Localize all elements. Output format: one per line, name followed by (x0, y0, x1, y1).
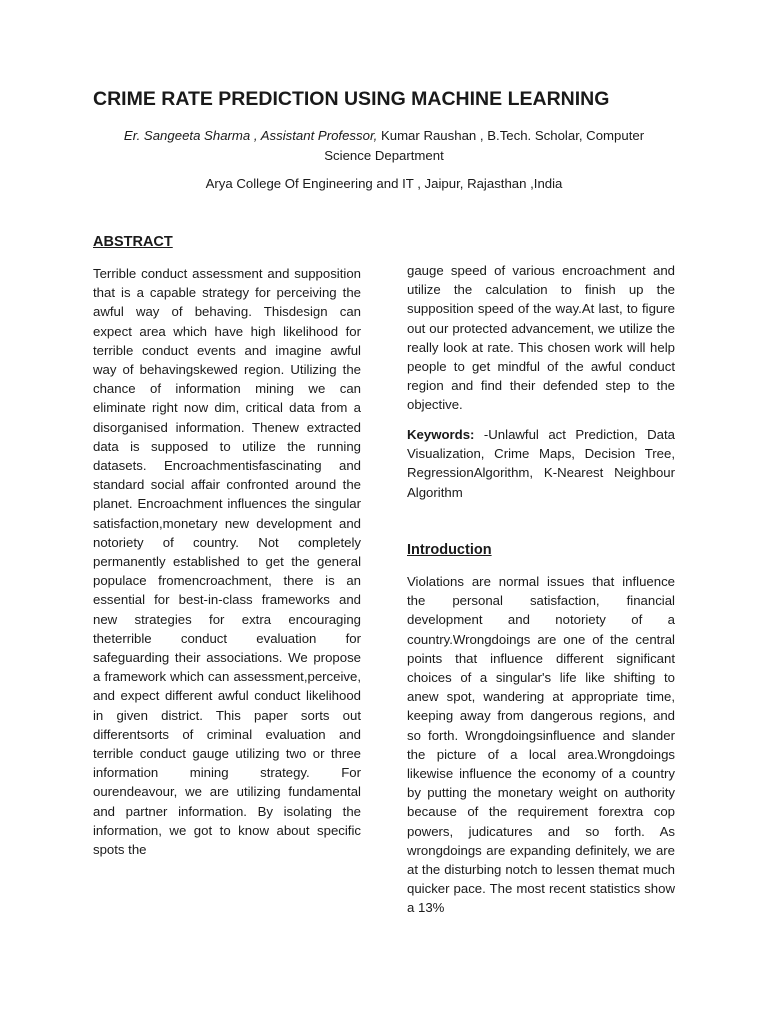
affiliation: Arya College Of Engineering and IT , Jaipur, Rajasthan ,India (205, 176, 563, 191)
keywords (407, 425, 675, 502)
introduction-text: Violations are normal issues that influence the personal satisfaction, financial development and notoriety of a country.Wrongdoings are one of the central points that influence different significant choices of a singular's life like shifting to anew spot, wandering at appropriate time, keeping away from dangerous regions, and so forth. Wrongdoingsinfluence and slander the picture of a local area.Wrongdoings likewise influence the economy of a country by putting the monetary weight on authority because of the requirement forextra cop powers, judicatures and so forth. As wrongdoings are expanding definitely, we are at the disturbing notch to lessen themat much quicker pace. The most recent statistics show a 13% (407, 574, 675, 916)
abstract-text: Terrible conduct assessment and supposition that is a capable strategy for perceiving the awful way of behaving. Thisdesign can expect area which have high likelihood for terrible conduct events and imagine awful way of behavingskewed region. Utilizing the chance of information mining we can eliminate right now dim, critical data from a disorganised information. Thenew extracted data is supposed to utilize the running datasets. Encroachmentisfascinating and standard social affair confronted around the planet. Encroachment influences the singular satisfaction,monetary new development and notoriety of country. Not completely permanently established to get the general populace fromencroachment, there is an essential for best-in-class frameworks and new strategies for extra encouraging theterrible conduct evaluation for safeguarding their associations. We propose a framework which can assessment,perceive, and expect different awful conduct likelihood in given district. This paper sorts out differentsorts of criminal evaluation and terrible conduct gauge utilizing two or three information mining strategy. For ourendeavour, we are utilizing fundamental and partner information. By isolating the information, we got to know about specific spots the (93, 266, 361, 858)
abstract-continuation: gauge speed of various encroachment and utilize the calculation to finish up the supposition speed of the way.At last, to figure out our protected advancement, we utilize the really look at rate. This chosen work will help people to get mindful of the awful conduct region and find their defended step to the objective. (407, 263, 675, 413)
paper-title: CRIME RATE PREDICTION USING MACHINE LEARNING (93, 88, 610, 110)
author-line (100, 126, 668, 165)
keywords-label: Keywords: (407, 427, 475, 442)
author-1: Er. Sangeeta Sharma , Assistant Professor, (123, 128, 378, 143)
abstract-heading: ABSTRACT (93, 234, 173, 250)
keywords-text: -Unlawful act Prediction, Data Visualization, Crime Maps, Decision Tree, RegressionAlgorithm, K-Nearest Neighbour Algorithm (407, 427, 675, 500)
author-2: Kumar Raushan , B.Tech. Scholar, Computer Science Department (324, 128, 645, 163)
introduction-heading: Introduction (407, 542, 492, 558)
